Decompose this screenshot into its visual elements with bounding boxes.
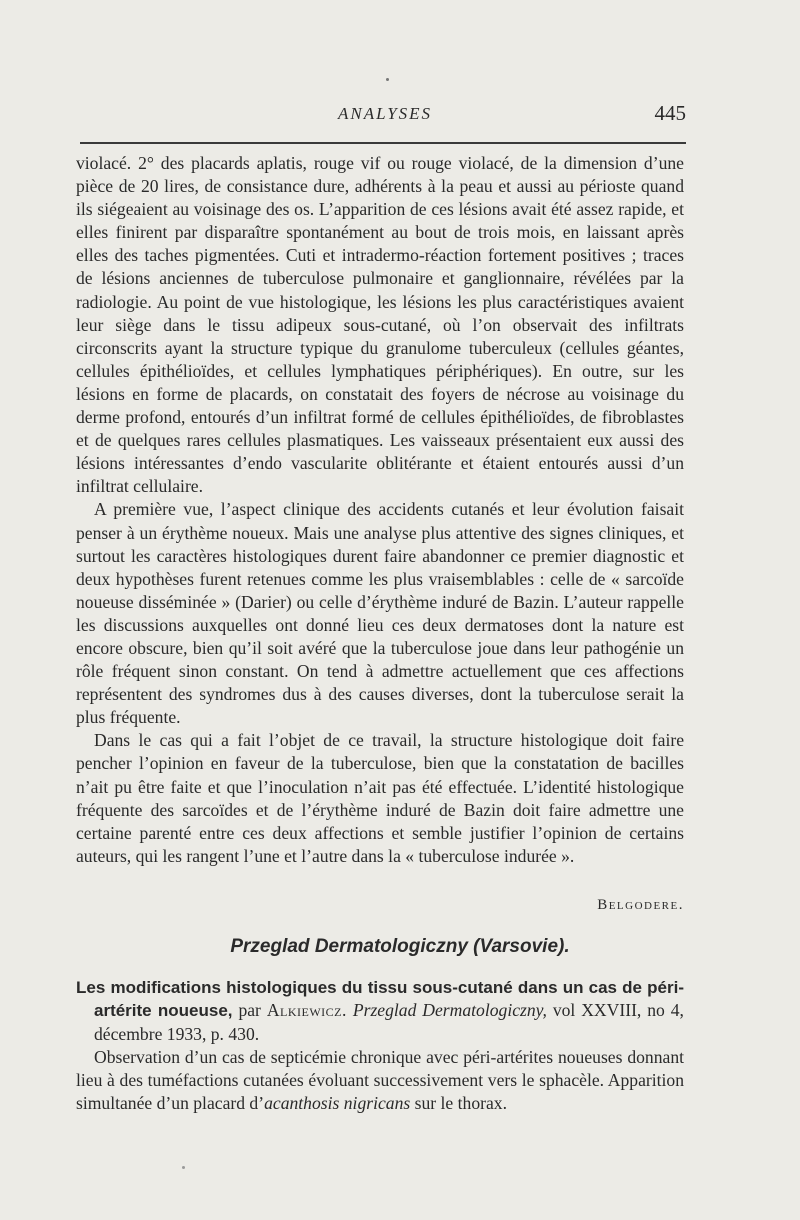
print-speck-bottom xyxy=(182,1166,185,1169)
paragraph-continuation: violacé. 2° des placards aplatis, rouge vif ou rouge violacé, de la dimension d’une pièce de 20 lires, de consistance dure, adhérents à la peau et aussi au périoste quand ils siégeaient au voisinage des os. L’apparition de ces lésions avait été assez rapide, et elles finirent par disparaître spontanément au bout de trois mois, en laissant après elles des taches pigmentées. Cuti et intradermo-réaction fortement positives ; traces de lésions anciennes de tuberculose pulmonaire et ganglionnaire, révélées par la radiologie. Au point de vue histologique, les lésions les plus caractéristiques avaient leur siège dans le tissu adipeux sous-cutané, où l’on observait des infiltrats circonscrits ayant la structure typique du granulome tuberculeux (cellules géantes, cellules épithélioïdes, et cellules lymphatiques périphériques). En outre, sur les lésions en forme de placards, on constatait des foyers de nécrose au voisinage du derme profond, entourés d’un infiltrat formé de cellules épithélioïdes, de fibroblastes et de quelques rares cellules plasmatiques. Les vaisseaux présentaient eux aussi des lésions intéressantes d’endo vascularite oblitérante et étaient entourés aussi d’un infiltrat cellulaire. xyxy=(76,153,684,497)
reviewer-signature: Belgodere. xyxy=(597,897,684,913)
page-number: 445 xyxy=(654,101,686,125)
article-author: Alkiewicz. xyxy=(266,1000,347,1021)
print-speck xyxy=(386,78,389,81)
article-abstract xyxy=(76,1046,684,1116)
review-body xyxy=(76,152,684,868)
abstract-italic-term: acanthosis nigricans xyxy=(264,1093,411,1114)
article-title: Les modifications histologiques du tissu sous-cutané dans un cas de péri-artérite noueuse, xyxy=(76,978,684,1021)
header-rule xyxy=(80,142,686,144)
running-title: ANALYSES xyxy=(338,104,433,123)
article-review xyxy=(76,976,684,1116)
article-reference xyxy=(76,976,684,1046)
paragraph-conclusion: Dans le cas qui a fait l’objet de ce travail, la structure histologique doit faire pencher l’opinion en faveur de la tuberculose, bien que la constatation de bacilles n’ait pu être faite et que l’inoculation n’ait pas été effectuée. L’identité histologique fréquente des sarcoïdes et de l’érythème induré de Bazin doit faire admettre une certaine parenté entre ces deux affections et semble justifier l’opinion de certains auteurs, qui les rangent l’une et l’autre dans la « tuberculose indurée ». xyxy=(76,730,684,866)
paragraph-discussion: A première vue, l’aspect clinique des accidents cutanés et leur évolution faisait penser à un érythème noueux. Mais une analyse plus attentive des signes cliniques, et surtout les caractères histologiques durent faire abandonner ce premier diagnostic et deux hypothèses furent retenues comme les plus vraisemblables : celle de « sarcoïde noueuse disséminée » (Darier) ou celle d’érythème induré de Bazin. L’auteur rappelle les discussions auxquelles ont donné lieu ces deux dermatoses dont la nature est encore obscure, bien qu’il soit avéré que la tuberculose joue dans leur pathogénie un rôle fréquent sinon constant. On tend à admettre actuellement que ces affections représentent des syndromes dus à des causes diverses, dont la tuberculose serait la plus fréquente. xyxy=(76,499,684,728)
running-head xyxy=(76,101,686,130)
article-citation: vol XXVIII, no 4, décembre 1933, p. 430. xyxy=(94,1000,684,1044)
abstract-text: Observation d’un cas de septicémie chronique avec péri-artérites noueuses donnant lieu à des tuméfactions cutanées évoluant successivement vers le sphacèle. Apparition simultanée d’un placard d’ xyxy=(76,1046,684,1114)
article-by: par xyxy=(238,1000,261,1021)
article-journal: Przeglad Dermatologiczny, xyxy=(352,1000,547,1021)
abstract-end: sur le thorax. xyxy=(410,1093,507,1114)
journal-section-title: Przeglad Dermatologiczny (Varsovie). xyxy=(230,936,570,957)
